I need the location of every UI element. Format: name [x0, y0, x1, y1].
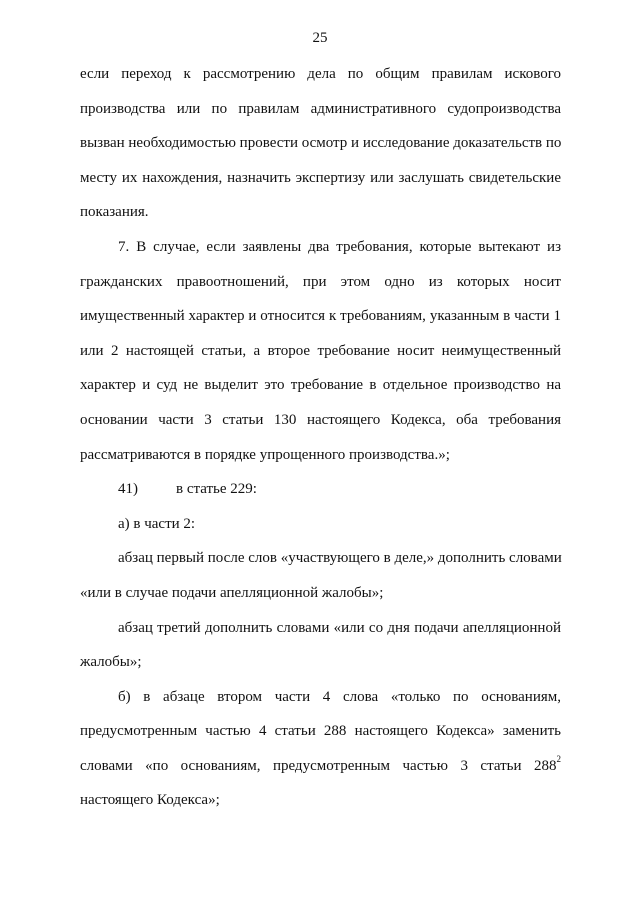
text-line: или 2 настоящей статьи, а второе требование носит неимущественный	[80, 342, 561, 359]
text-line: показания.	[80, 204, 149, 221]
list-number: 41)	[118, 481, 138, 498]
text-line-with-superscript	[80, 749, 561, 784]
text-line: гражданских правоотношений, при этом одно из которых носит	[80, 273, 561, 290]
text-line: предусмотренным частью 4 статьи 288 настоящего Кодекса» заменить	[80, 723, 561, 740]
text-line: настоящего Кодекса»;	[80, 792, 220, 809]
text-line: 7. В случае, если заявлены два требования, которые вытекают из	[118, 238, 561, 255]
text-segment: словами «по основаниям, предусмотренным частью 3 статьи 288	[80, 757, 557, 774]
text-line: абзац первый после слов «участвующего в деле,» дополнить словами	[118, 550, 562, 567]
text-line: рассматриваются в порядке упрощенного производства.»;	[80, 446, 450, 463]
text-line: вызван необходимостью провести осмотр и исследование доказательств по	[80, 135, 562, 152]
page-number: 25	[312, 30, 328, 46]
text-line: месту их нахождения, назначить экспертизу или заслушать свидетельские	[80, 169, 561, 186]
document-body	[80, 57, 561, 818]
text-line: основании части 3 статьи 130 настоящего Кодекса, оба требования	[80, 411, 561, 428]
text-line: производства или по правилам административного судопроизводства	[80, 100, 561, 117]
text-line: характер и суд не выделит это требование в отдельное производство на	[80, 377, 561, 394]
list-item-text: в статье 229:	[176, 481, 257, 498]
text-line: а) в части 2:	[118, 515, 196, 532]
list-item-41	[80, 472, 561, 507]
text-line: жалобы»;	[80, 654, 142, 671]
text-line: б) в абзаце втором части 4 слова «только по основаниям,	[118, 688, 561, 705]
superscript: 2	[556, 753, 561, 764]
text-line: абзац третий дополнить словами «или со дня подачи апелляционной	[118, 619, 561, 636]
text-line: «или в случае подачи апелляционной жалобы»;	[80, 584, 384, 601]
text-line: если переход к рассмотрению дела по общим правилам искового	[80, 66, 561, 82]
text-line: имущественный характер и относится к требованиям, указанным в части 1	[80, 308, 561, 325]
